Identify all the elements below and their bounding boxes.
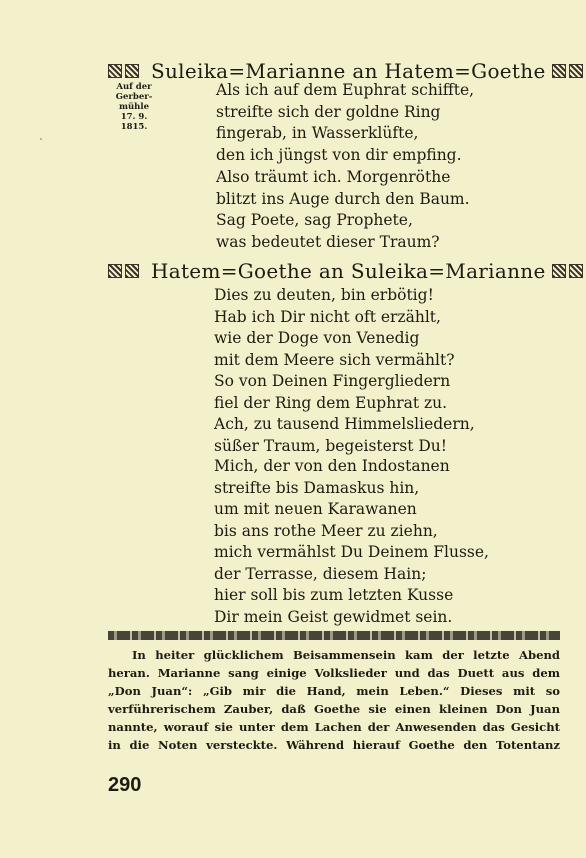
verse-line: blitzt ins Auge durch den Baum. xyxy=(216,189,470,208)
poem-title-2: Hatem=Goethe an Suleika=Marianne xyxy=(151,259,546,283)
poem1-stanza-2 xyxy=(216,167,470,253)
verse-line: Hab ich Dir nicht oft erzählt, xyxy=(214,307,441,326)
prose-line: In heiter glücklichem Beisammensein kam der letzte Abend xyxy=(132,648,560,662)
margin-note-line: Gerber- xyxy=(115,92,153,102)
verse-line: streifte sich der goldne Ring xyxy=(216,102,441,121)
ornament-right-icon xyxy=(552,264,583,278)
poem2-stanza-2 xyxy=(214,371,475,457)
ornament-left-icon xyxy=(108,264,139,278)
prose-paragraph xyxy=(108,646,560,755)
paper-speck xyxy=(40,138,42,140)
prose-line: verführerischem Zauber, daß Goethe sie einen kleinen Don Juan xyxy=(108,702,560,717)
poem2-stanza-4 xyxy=(214,542,489,628)
verse-line: So von Deinen Fingergliedern xyxy=(214,372,451,390)
section-divider xyxy=(108,631,560,640)
verse-line: Ach, zu tausend Himmelsliedern, xyxy=(214,415,475,433)
verse-line: Also träumt ich. Morgenröthe xyxy=(216,168,451,186)
verse-line: bis ans rothe Meer zu ziehn, xyxy=(214,521,438,540)
verse-line: hier soll bis zum letzten Kusse xyxy=(214,586,454,604)
verse-line: fiel der Ring dem Euphrat zu. xyxy=(214,393,448,412)
verse-line: streifte bis Damaskus hin, xyxy=(214,478,420,497)
prose-line: nannte, worauf sie unter dem Lachen der Anwesenden das Gesicht xyxy=(108,720,560,735)
verse-line: Als ich auf dem Euphrat schiffte, xyxy=(216,81,475,99)
verse-line: süßer Traum, begeisterst Du! xyxy=(214,436,447,455)
poem1-stanza-1 xyxy=(216,80,474,166)
ornament-left-icon xyxy=(108,64,139,78)
margin-note-line: Auf der xyxy=(116,82,152,92)
poem2-stanza-1 xyxy=(214,285,455,371)
verse-line: mit dem Meere sich vermählt? xyxy=(214,350,455,369)
poem2-stanza-3 xyxy=(214,456,450,542)
poem-title-1: Suleika=Marianne an Hatem=Goethe xyxy=(151,59,546,83)
verse-line: Dies zu deuten, bin erbötig! xyxy=(214,286,434,304)
verse-line: fingerab, in Wasserklüfte, xyxy=(216,124,419,142)
margin-note xyxy=(108,82,160,132)
margin-note-line: 1815. xyxy=(120,122,148,132)
ornament-right-icon xyxy=(552,64,583,78)
verse-line: um mit neuen Karawanen xyxy=(214,500,417,518)
verse-line: wie der Doge von Venedig xyxy=(214,329,420,347)
verse-line: den ich jüngst von dir empfing. xyxy=(216,145,462,164)
prose-line: in die Noten versteckte. Während hierauf Goethe den Totentanz xyxy=(108,738,560,753)
verse-line: Dir mein Geist gewidmet sein. xyxy=(214,607,453,626)
verse-line: der Terrasse, diesem Hain; xyxy=(214,564,427,583)
prose-line: „Don Juan“: „Gib mir die Hand, mein Leben.“ Dieses mit so xyxy=(108,684,560,699)
margin-note-line: 17. 9. xyxy=(120,112,148,122)
verse-line: was bedeutet dieser Traum? xyxy=(216,232,440,251)
verse-line: Mich, der von den Indostanen xyxy=(214,457,450,475)
page-number: 290 xyxy=(108,774,142,796)
verse-line: mich vermählst Du Deinem Flusse, xyxy=(214,543,489,561)
margin-note-line: mühle xyxy=(119,102,149,112)
prose-line: heran. Marianne sang einige Volkslieder und das Duett aus dem xyxy=(108,666,560,681)
verse-line: Sag Poete, sag Prophete, xyxy=(216,211,413,229)
poem-heading-2 xyxy=(108,257,566,285)
